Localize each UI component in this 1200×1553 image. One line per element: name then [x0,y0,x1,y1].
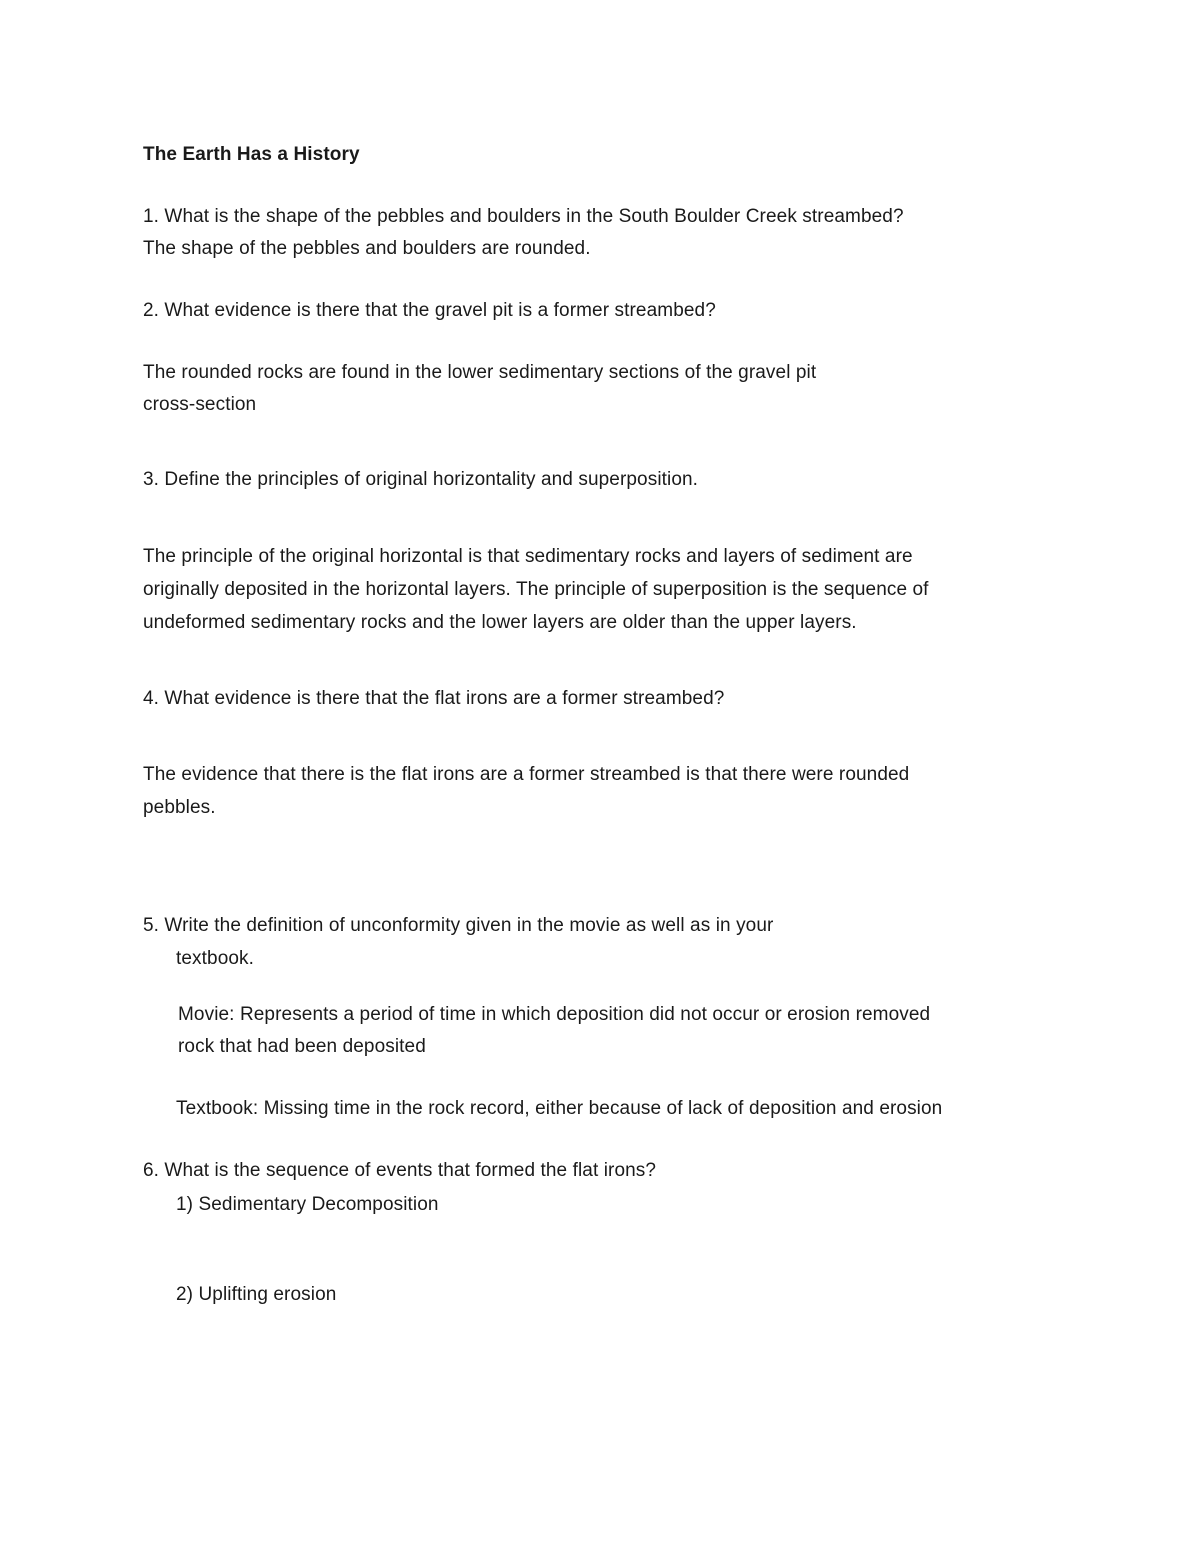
answer-2-line-1: The rounded rocks are found in the lower sedimentary sections of the gravel pit [143,362,817,383]
document-title: The Earth Has a History [143,144,360,165]
answer-3-line-2: originally deposited in the horizontal layers. The principle of superposition is the sequence of [143,579,929,600]
question-4: 4. What evidence is there that the flat irons are a former streambed? [143,688,725,709]
answer-4-line-2: pebbles. [143,797,216,818]
answer-1: The shape of the pebbles and boulders are rounded. [143,238,591,259]
question-6: 6. What is the sequence of events that formed the flat irons? [143,1160,657,1181]
answer-3-line-3: undeformed sedimentary rocks and the lower layers are older than the upper layers. [143,612,857,633]
textbook-definition: Textbook: Missing time in the rock record, either because of lack of deposition and erosion [176,1098,943,1119]
question-5-line-2: textbook. [176,948,255,969]
question-5-line-1: 5. Write the definition of unconformity given in the movie as well as in your [143,915,774,936]
movie-definition-line-2: rock that had been deposited [178,1036,426,1057]
sequence-step-2: 2) Uplifting erosion [176,1284,337,1305]
movie-definition-line-1: Movie: Represents a period of time in which deposition did not occur or erosion removed [178,1004,931,1025]
question-2: 2. What evidence is there that the gravel pit is a former streambed? [143,300,716,321]
question-1: 1. What is the shape of the pebbles and boulders in the South Boulder Creek streambed? [143,206,904,227]
answer-3-line-1: The principle of the original horizontal is that sedimentary rocks and layers of sediment are [143,546,913,567]
answer-2-line-2: cross-section [143,394,257,415]
sequence-step-1: 1) Sedimentary Decomposition [176,1194,439,1215]
answer-4-line-1: The evidence that there is the flat irons are a former streambed is that there were rounded [143,764,910,785]
question-3: 3. Define the principles of original horizontality and superposition. [143,469,699,490]
